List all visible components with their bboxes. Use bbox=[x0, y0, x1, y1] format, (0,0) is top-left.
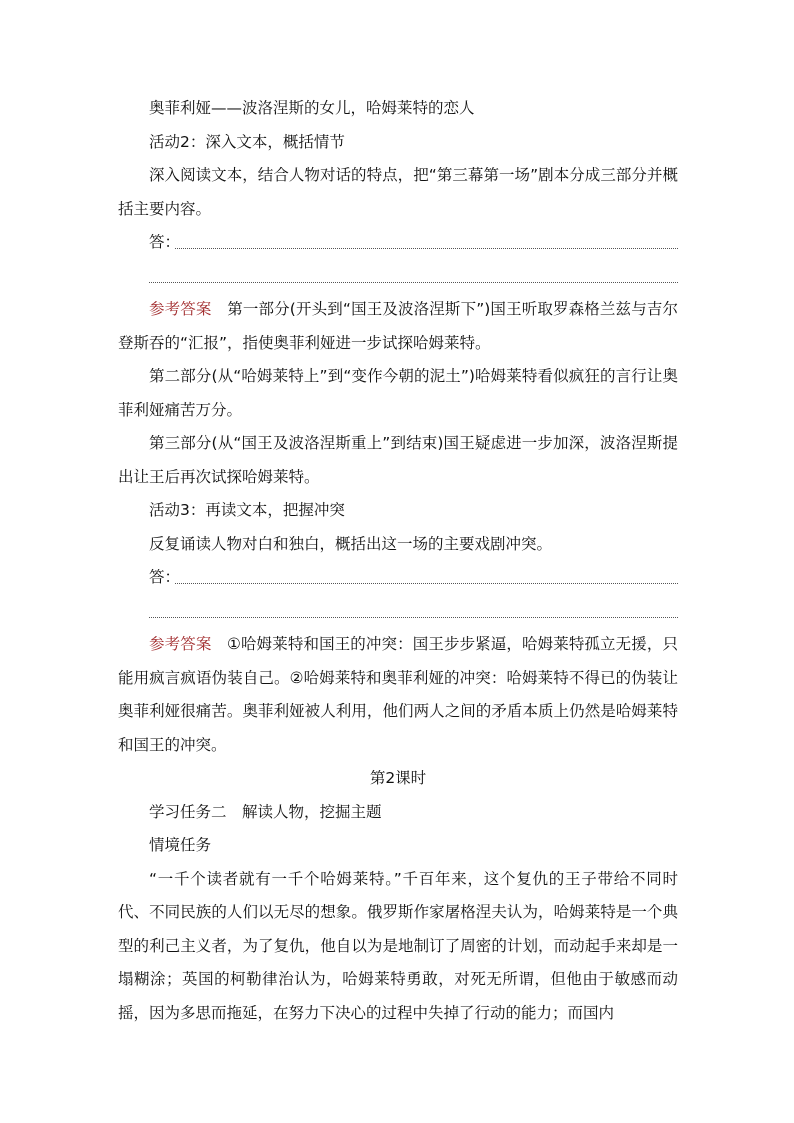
reference-answer-label: 参考答案 bbox=[149, 635, 212, 653]
activity3-reference-answer bbox=[118, 628, 678, 762]
activity3-prompt: 反复诵读人物对白和独白，概括出这一场的主要戏剧冲突。 bbox=[149, 534, 553, 553]
activity2-answer-line[interactable] bbox=[118, 226, 678, 260]
activity3-title: 活动3：再读文本，把握冲突 bbox=[149, 501, 345, 519]
part1-text: 第一部分(开头到“国王及波洛涅斯下”)国王听取罗森格兰兹与吉尔登斯吞的“汇报”，指使奥菲利娅进一步试探哈姆莱特。 bbox=[118, 300, 678, 352]
activity2-answer-line-2[interactable] bbox=[118, 260, 678, 294]
activity3-answer-text: ①哈姆莱特和国王的冲突：国王步步紧逼，哈姆莱特孤立无援，只能用疯言疯语伪装自己。②哈姆莱特和奥菲利娅的冲突：哈姆莱特不得已的伪装让奥菲利娅很痛苦。奥菲利娅被人利用，他们两人之间的矛盾本质上仍然是哈姆莱特和国王的冲突。 bbox=[118, 635, 678, 754]
answer-blank[interactable] bbox=[149, 617, 678, 618]
answer-blank[interactable] bbox=[149, 282, 678, 283]
reference-answer-label: 参考答案 bbox=[149, 300, 212, 318]
learning-task-2-title: 学习任务二 解读人物，挖掘主题 bbox=[149, 802, 382, 821]
ophelia-description: 奥菲利娅——波洛涅斯的女儿，哈姆莱特的恋人 bbox=[149, 99, 475, 117]
activity3-answer-line[interactable] bbox=[118, 561, 678, 595]
situation-task-text: “一千个读者就有一千个哈姆莱特。”千百年来，这个复仇的王子带给不同时代、不同民族的人们以无尽的想象。俄罗斯作家屠格涅夫认为，哈姆莱特是一个典型的利己主义者，为了复仇，他自以为是地制订了周密的计划，而动起手来却是一塌糊涂；英国的柯勒律治认为，哈姆莱特勇敢，对死无所谓，但他由于敏感而动摇，因为多思而拖延，在努力下决心的过程中失掉了行动的能力；而国内 bbox=[118, 869, 678, 1022]
activity2-reference-part1 bbox=[118, 293, 678, 360]
activity2-title: 活动2：深入文本，概括情节 bbox=[149, 132, 345, 151]
answer-blank[interactable] bbox=[175, 248, 678, 249]
answer-label: 答： bbox=[149, 568, 181, 586]
activity2-reference-part3: 第三部分(从“国王及波洛涅斯重上”到结束)国王疑虑进一步加深，波洛涅斯提出让王后再次试探哈姆莱特。 bbox=[118, 434, 678, 486]
lesson2-heading: 第2课时 bbox=[369, 769, 427, 787]
activity2-prompt: 深入阅读文本，结合人物对话的特点，把“第三幕第一场”剧本分成三部分并概括主要内容。 bbox=[118, 166, 678, 218]
situation-task-title: 情境任务 bbox=[149, 836, 212, 854]
activity3-answer-line-2[interactable] bbox=[118, 595, 678, 629]
activity2-reference-part2: 第二部分(从“哈姆莱特上”到“变作今朝的泥土”)哈姆莱特看似疯狂的言行让奥菲利娅痛苦万分。 bbox=[118, 367, 678, 419]
answer-label: 答： bbox=[149, 233, 181, 251]
document-body bbox=[118, 92, 678, 1030]
answer-blank[interactable] bbox=[175, 583, 678, 584]
